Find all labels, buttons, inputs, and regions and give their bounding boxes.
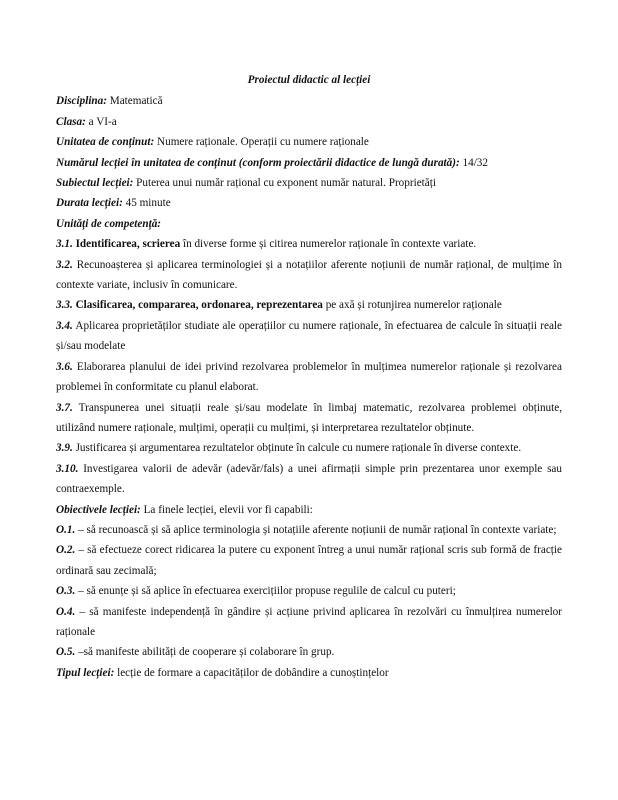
obiectiv-number: O.5.	[56, 646, 76, 659]
obiectiv-text: –să manifeste abilități de cooperare și colaborare în grup.	[75, 646, 335, 659]
competenta-item	[56, 255, 562, 296]
competenta-item	[56, 398, 562, 439]
competenta-item	[56, 316, 562, 357]
competenta-item	[56, 438, 562, 458]
competenta-number: 3.2.	[56, 258, 73, 271]
competenta-number: 3.4.	[56, 319, 73, 332]
obiectiv-item	[56, 520, 562, 540]
obiectiv-number: O.4.	[56, 605, 76, 618]
meta-label: Disciplina:	[56, 95, 107, 108]
obiectiv-item	[56, 602, 562, 643]
competenta-number: 3.1.	[56, 238, 73, 251]
competenta-text: Investigarea valorii de adevăr (adevăr/fals) a unei afirmații simple prin prezentarea unor exemple sau contraexemple.	[56, 462, 562, 496]
meta-label: Durata lecției:	[56, 197, 123, 210]
competenta-item	[56, 295, 562, 315]
meta-value: Puterea unui număr rațional cu exponent număr natural. Proprietăți	[133, 177, 436, 190]
competenta-text: Justificarea și argumentarea rezultatelor obținute în calcule cu numere raționale în diverse contexte.	[72, 442, 522, 455]
competenta-number: 3.6.	[56, 360, 73, 373]
obiectiv-text: – să recunoască și să aplice terminologia și notațiile aferente noțiunii de număr rațional în contexte variate;	[75, 523, 557, 536]
obiectiv-item	[56, 642, 562, 662]
competenta-item	[56, 459, 562, 500]
obiectiv-item	[56, 540, 562, 581]
document-page	[56, 70, 562, 683]
obiectiv-number: O.1.	[56, 523, 76, 536]
obiective-heading-row	[56, 500, 562, 520]
meta-unitatea	[56, 132, 562, 152]
competenta-bold: Identificarea, scrierea	[72, 238, 181, 251]
obiective-intro: La finele lecției, elevii vor fi capabili:	[140, 503, 313, 516]
tipul-lectiei	[56, 663, 562, 683]
meta-label: Subiectul lecției:	[56, 177, 134, 190]
competenta-number: 3.9.	[56, 442, 73, 455]
competenta-text: Aplicarea proprietăților studiate ale operațiilor cu numere raționale, în efectuarea de calcule în situații reale și/sau modelate	[56, 319, 562, 353]
obiectiv-number: O.2.	[56, 544, 76, 557]
competenta-item	[56, 357, 562, 398]
competenta-number: 3.3.	[56, 299, 73, 312]
obiectiv-text: – să enunțe și să aplice în efectuarea exercițiilor propuse regulile de calcul cu puteri;	[75, 585, 456, 598]
meta-value: Numere raționale. Operații cu numere raționale	[154, 136, 369, 149]
competenta-text: Recunoașterea și aplicarea terminologiei și a notațiilor aferente noțiunii de număr rațional, de mulțime în contexte variate, inclusiv în comunicare.	[56, 258, 562, 292]
meta-label: Numărul lecției în unitatea de conținut (conform proiectării didactice de lungă durată):	[56, 156, 460, 169]
meta-subiectul	[56, 173, 562, 193]
obiectiv-text: – să efectueze corect ridicarea la putere cu exponent întreg a unui număr rațional scris sub formă de fracție ordinară sau zecimală;	[56, 544, 562, 577]
competenta-text: pe axă și rotunjirea numerelor raționale	[322, 299, 502, 312]
meta-value: 14/32	[459, 156, 488, 169]
meta-label: Clasa:	[56, 115, 86, 128]
page-title: Proiectul didactic al lecției	[247, 74, 371, 86]
obiectiv-number: O.3.	[56, 585, 76, 598]
meta-clasa	[56, 112, 562, 132]
competenta-number: 3.7.	[56, 401, 73, 414]
meta-value: Matematică	[106, 95, 163, 108]
obiective-heading: Obiectivele lecției:	[56, 503, 141, 516]
meta-value: 45 minute	[122, 197, 171, 210]
competenta-text: în diverse forme și citirea numerelor raționale în contexte variate.	[180, 238, 477, 251]
competenta-number: 3.10.	[56, 462, 79, 475]
obiectiv-item	[56, 581, 562, 601]
competente-heading: Unități de competență:	[56, 217, 162, 230]
competenta-bold: Clasificarea, compararea, ordonarea, reprezentarea	[72, 299, 323, 312]
competenta-text: Elaborarea planului de idei privind rezolvarea problemelor în mulțimea numerelor raționale și rezolvarea problemei în conformitate cu planul elaborat.	[56, 360, 562, 394]
meta-durata	[56, 193, 562, 213]
tipul-value: lecție de formare a capacităților de dobândire a cunoștințelor	[114, 666, 389, 679]
meta-numarul-lectiei	[56, 153, 562, 173]
competenta-text: Transpunerea unei situații reale și/sau modelate în limbaj matematic, rezolvarea problemei obținute, utilizând numere raționale, mulțimi, operații cu mulțimi, și interpretarea rezultatelor obținute.	[56, 401, 562, 434]
meta-label: Unitatea de conținut:	[56, 136, 155, 149]
meta-value: a VI-a	[85, 115, 117, 128]
tipul-label: Tipul lecției:	[56, 666, 115, 679]
obiectiv-text: – să manifeste independență în gândire și acțiune privind aplicarea în rezolvări cu înmulțirea numerelor raționale	[56, 605, 562, 638]
meta-disciplina	[56, 91, 562, 111]
competenta-item	[56, 234, 562, 254]
